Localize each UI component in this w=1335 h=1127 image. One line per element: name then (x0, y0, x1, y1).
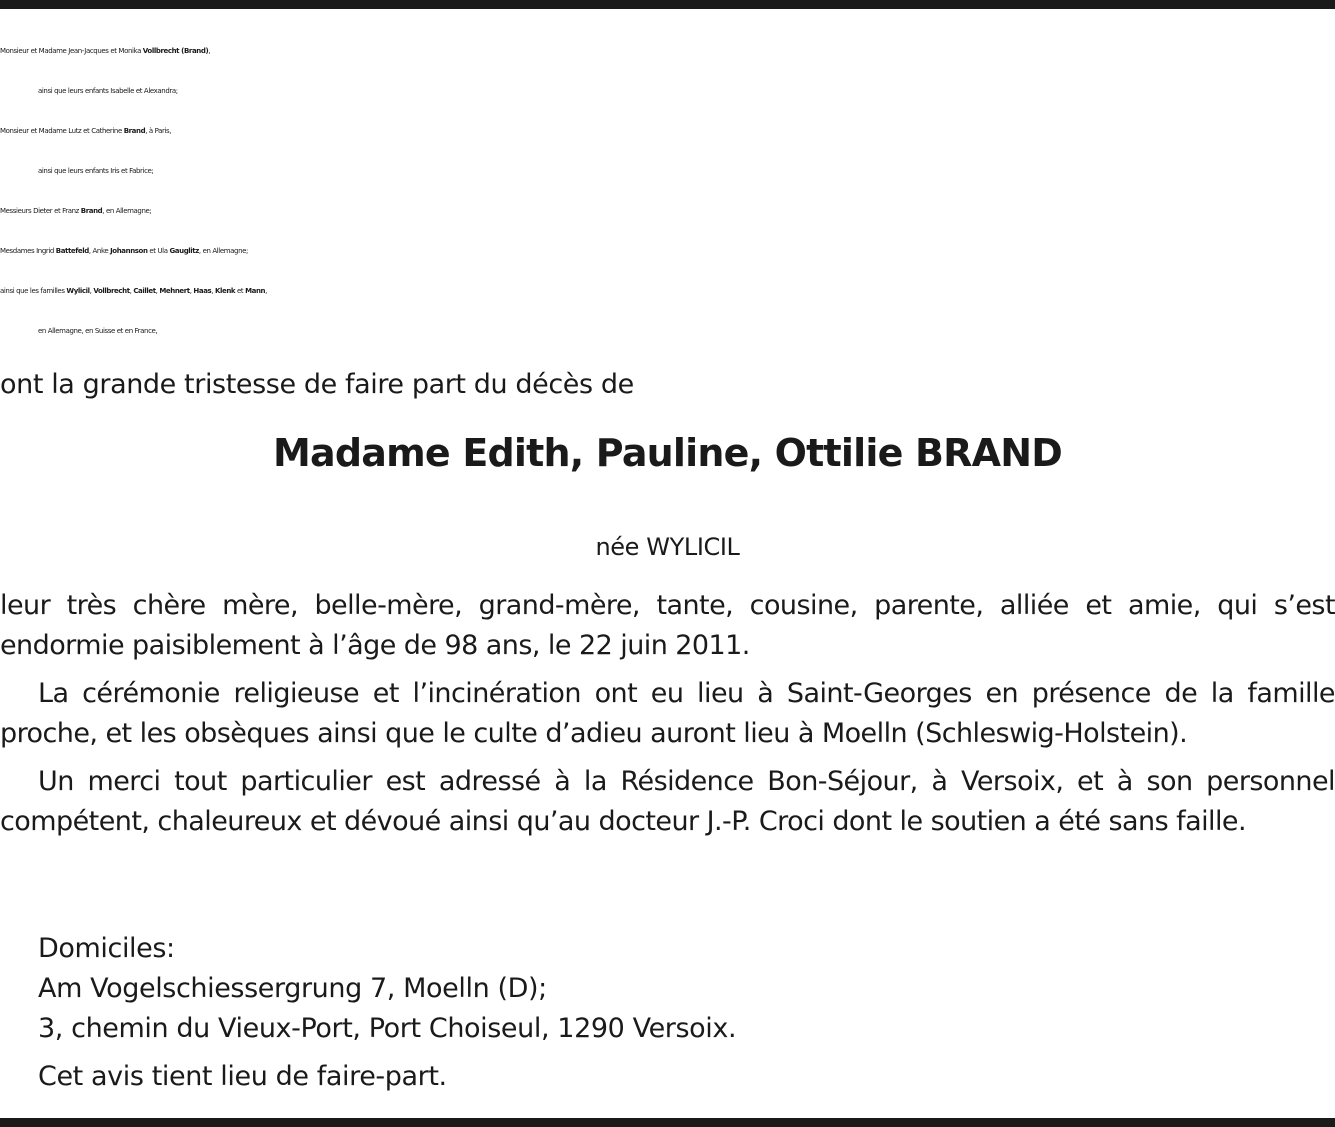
notice-body (0, 586, 1335, 842)
family-text: Mesdames Ingrid (0, 247, 56, 255)
family-text: Monsieur et Madame Jean-Jacques et Monika (0, 47, 143, 55)
deceased-name: Madame Edith, Pauline, Ottilie BRAND (273, 431, 1062, 475)
family-surname: Mann (245, 287, 266, 295)
family-surname: Mehnert (159, 287, 190, 295)
family-text: et (235, 287, 246, 295)
announcement-intro: ont la grande tristesse de faire part du décès de (0, 369, 634, 400)
family-line (0, 151, 1335, 191)
family-line (0, 191, 1335, 231)
family-surname: Brand (80, 207, 103, 215)
family-list (0, 31, 1335, 351)
family-line (0, 31, 1335, 71)
family-line (0, 111, 1335, 151)
family-text: ainsi que leurs enfants Iris et Fabrice; (38, 167, 154, 175)
family-surname: Vollbrecht (93, 287, 130, 295)
family-text: , (129, 287, 134, 295)
paragraph-ceremony: La cérémonie religieuse et l’incinération ont eu lieu à Saint-Georges en présence de la famille proche, et les obsèques ainsi que le culte d’adieu auront lieu à Moelln (Schleswig-Holstein). (0, 678, 1335, 749)
address-versoix: 3, chemin du Vieux-Port, Port Choiseul, 1290 Versoix. (38, 1013, 737, 1044)
domiciles-heading: Domiciles: (38, 933, 175, 964)
family-text: , Anke (88, 247, 111, 255)
paragraph-thanks: Un merci tout particulier est adressé à la Résidence Bon-Séjour, à Versoix, et à son personnel compétent, chaleureux et dévoué ainsi qu’au docteur J.-P. Croci dont le soutien a été sans faille. (0, 766, 1335, 837)
family-text: en Allemagne, en Suisse et en France, (38, 327, 158, 335)
family-surname: Gauglitz (169, 247, 199, 255)
family-text: , (189, 287, 194, 295)
family-text: ainsi que leurs enfants Isabelle et Alexandra; (38, 87, 178, 95)
family-surname: Battefeld (55, 247, 89, 255)
family-line (0, 311, 1335, 351)
family-surname: Johannson (110, 247, 148, 255)
family-surname: Vollbrecht (Brand) (142, 47, 209, 55)
family-text: , (208, 47, 211, 55)
address-moelln: Am Vogelschiessergrung 7, Moelln (D); (38, 973, 547, 1004)
family-line (0, 271, 1335, 311)
family-text: Messieurs Dieter et Franz (0, 207, 81, 215)
family-text: , (89, 287, 94, 295)
family-text: , (211, 287, 215, 295)
family-surname: Klenk (214, 287, 236, 295)
family-surname: Caillet (133, 287, 156, 295)
family-surname: Brand (123, 127, 146, 135)
maiden-name: née WYLICIL (595, 533, 740, 561)
family-surname: Haas (193, 287, 212, 295)
family-text: , (265, 287, 267, 295)
closing-note: Cet avis tient lieu de faire-part. (38, 1061, 447, 1092)
family-text: , à Paris, (145, 127, 172, 135)
family-text: , en Allemagne; (198, 247, 248, 255)
family-line (0, 231, 1335, 271)
bottom-rule (0, 1118, 1335, 1127)
family-text: ainsi que les familles (0, 287, 67, 295)
family-text: , en Allemagne; (102, 207, 152, 215)
family-text: et Ula (147, 247, 170, 255)
domiciles-block (38, 929, 736, 1097)
family-line (0, 71, 1335, 111)
paragraph-tribute: leur très chère mère, belle-mère, grand-mère, tante, cousine, parente, alliée et amie, qui s’est endormie paisiblement à l’âge de 98 ans, le 22 juin 2011. (0, 590, 1335, 661)
top-rule (0, 0, 1335, 9)
family-surname: Wylicil (66, 287, 90, 295)
family-text: , (155, 287, 160, 295)
family-text: Monsieur et Madame Lutz et Catherine (0, 127, 124, 135)
